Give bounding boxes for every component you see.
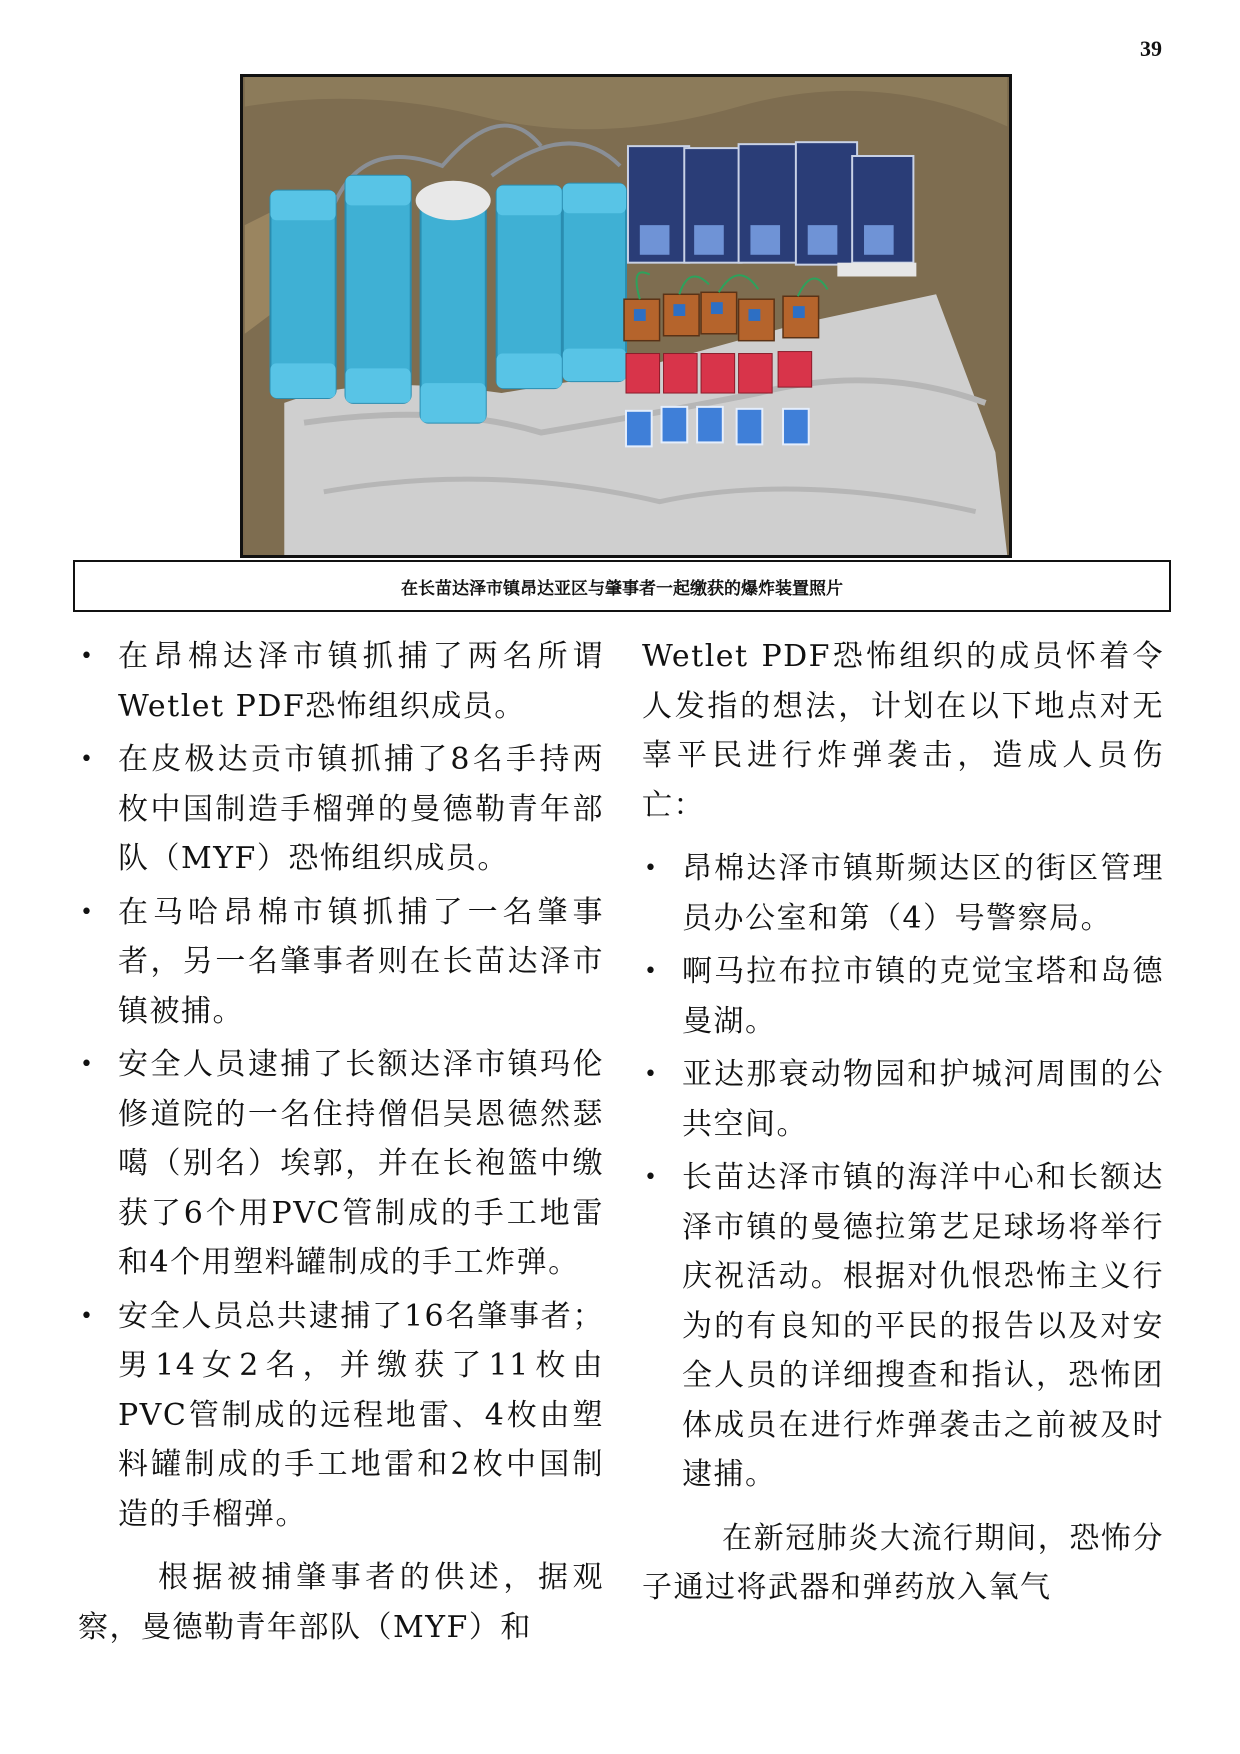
arrest-list — [78, 632, 604, 1539]
seized-explosives-photo — [240, 74, 1012, 558]
target-list — [642, 844, 1164, 1500]
right-column — [642, 632, 1164, 1613]
list-item: • 在马哈昂棉市镇抓捕了一名肇事者，另一名肇事者则在长苗达泽市镇被捕。 — [78, 888, 604, 1037]
photo-illustration — [243, 77, 1009, 555]
body-paragraph: 根据被捕肇事者的供述，据观察，曼德勒青年部队（MYF）和 — [78, 1560, 604, 1645]
body-paragraph: Wetlet PDF恐怖组织的成员怀着令人发指的想法，计划在以下地点对无辜平民进行炸弹袭击，造成人员伤亡： — [642, 639, 1164, 823]
body-paragraph: 在新冠肺炎大流行期间，恐怖分子通过将武器和弹药放入氧气 — [642, 1520, 1164, 1605]
list-item: • 昂棉达泽市镇斯频达区的街区管理员办公室和第（4）号警察局。 — [642, 844, 1164, 943]
list-item: • 在昂棉达泽市镇抓捕了两名所谓Wetlet PDF恐怖组织成员。 — [78, 632, 604, 731]
list-item: • 啊马拉布拉市镇的克觉宝塔和岛德曼湖。 — [642, 947, 1164, 1046]
page-number: 39 — [1140, 36, 1162, 61]
list-item: • 长苗达泽市镇的海洋中心和长额达泽市镇的曼德拉第艺足球场将举行庆祝活动。根据对仇恨恐怖主义行为的有良知的平民的报告以及对安全人员的详细搜查和指认，恐怖团体成员在进行炸弹袭击之前被及时逮捕。 — [642, 1153, 1164, 1500]
list-item: • 在皮极达贡市镇抓捕了8名手持两枚中国制造手榴弹的曼德勒青年部队（MYF）恐怖组织成员。 — [78, 735, 604, 884]
list-item: • 亚达那衰动物园和护城河周围的公共空间。 — [642, 1050, 1164, 1149]
photo-caption: 在长苗达泽市镇昂达亚区与肇事者一起缴获的爆炸装置照片 — [73, 560, 1171, 612]
list-item: • 安全人员逮捕了长额达泽市镇玛伦修道院的一名住持僧侣吴恩德然瑟噶（别名）埃郭，并在长袍篮中缴获了6个用PVC管制成的手工地雷和4个用塑料罐制成的手工炸弹。 — [78, 1040, 604, 1288]
left-column — [78, 632, 604, 1652]
list-item: • 安全人员总共逮捕了16名肇事者；男14女2名，并缴获了11枚由PVC管制成的远程地雷、4枚由塑料罐制成的手工地雷和2枚中国制造的手榴弹。 — [78, 1292, 604, 1540]
